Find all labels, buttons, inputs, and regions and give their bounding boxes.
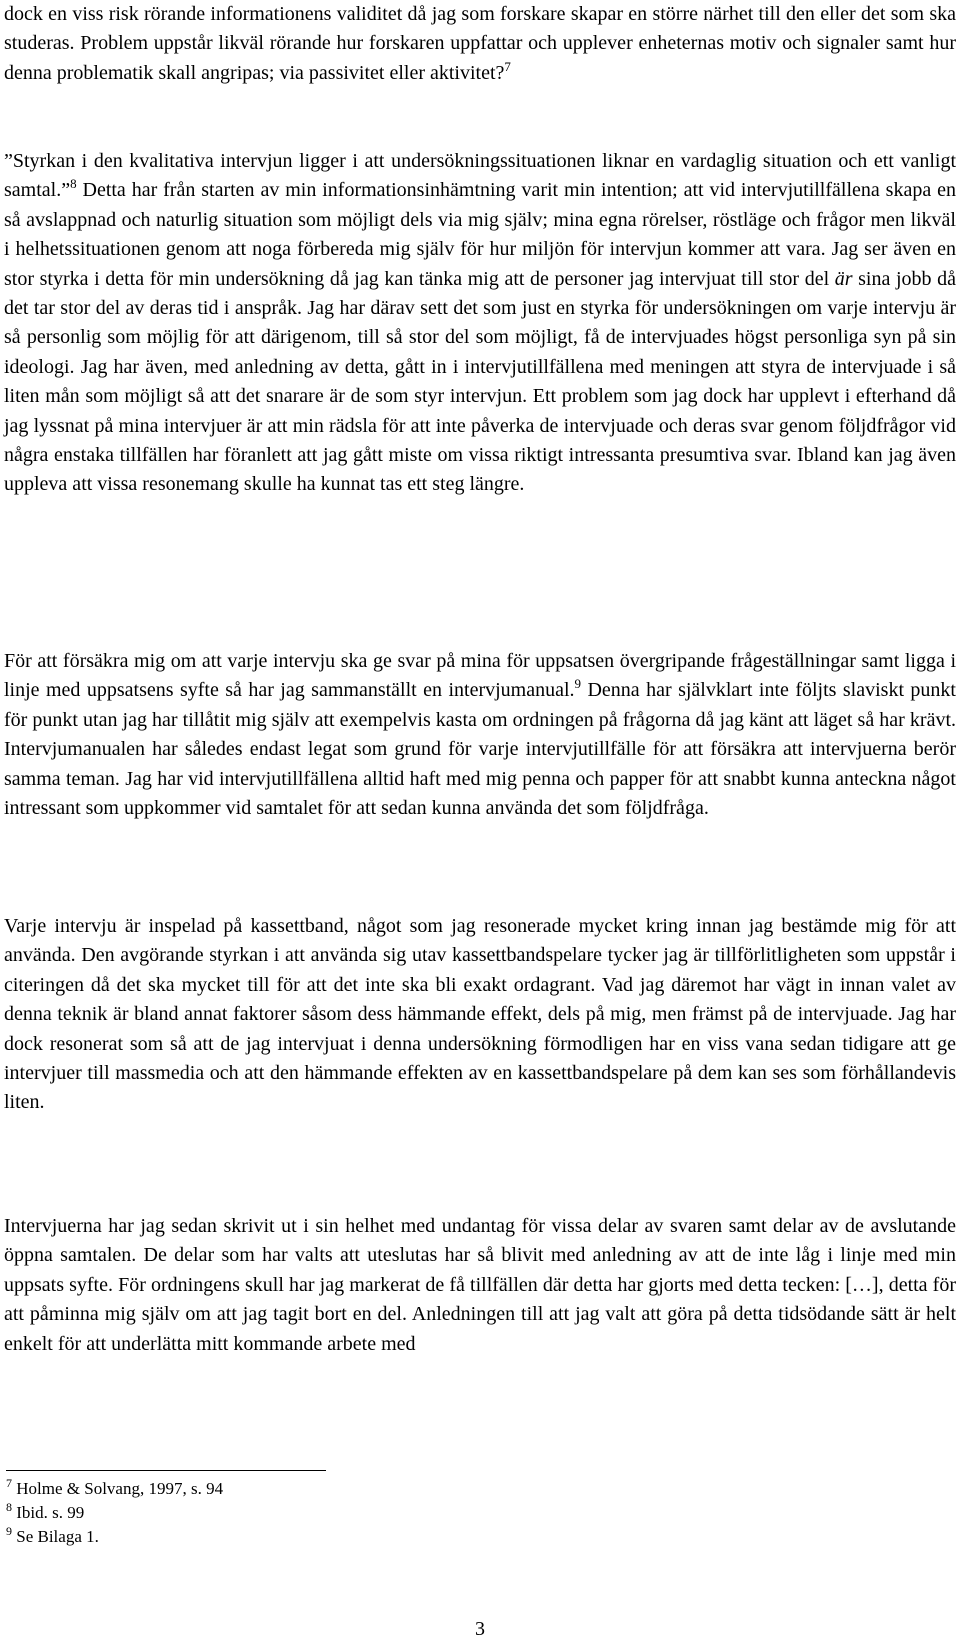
paragraph-3 [4, 647, 956, 823]
paragraph-1-text: dock en viss risk rörande informationens validitet då jag som forskare skapar en större närhet till den eller det som ska studeras. Problem uppstår likväl rörande hur forskaren uppfattar och upplever enheternas motiv och signaler samt hur denna problematik skall angripas; via passivitet eller aktivitet? [4, 3, 956, 84]
paragraph-5 [4, 1212, 956, 1359]
page-number: 3 [475, 1618, 485, 1640]
footnote-9-number: 9 [6, 1524, 12, 1538]
footnote-ref-8: 8 [70, 176, 77, 192]
paragraph-4 [4, 912, 956, 1118]
paragraph-5-text: Intervjuerna har jag sedan skrivit ut i sin helhet med undantag för vissa delar av svaren samt delar av de avslutande öppna samtalen. De delar som har valts att uteslutas har så blivit med anledning av att de inte låg i linje med min uppsats syfte. För ordningens skull har jag markerat de få tillfällen där detta har gjorts med detta tecken: […], detta för att påminna mig själv om att jag tagit bort en del. Anledningen till att jag valt att göra på detta tidsödande sätt är helt enkelt för att underlätta mitt kommande arbete med [4, 1215, 956, 1355]
footnote-8 [6, 1500, 85, 1523]
footnote-9 [6, 1524, 99, 1547]
footnote-ref-7: 7 [504, 58, 511, 74]
paragraph-2-text-a: Detta har från starten av min informationsinhämtning varit min intention; att vid intervjutillfällena skapa en så avslappnad och naturlig situation som möjligt dels via mig själv; mina egna rörelser, röstläge och frågor men likväl i helhetssituationen genom att noga förbereda mig själv för hur miljön för intervjun kommer att vara. Jag ser även en stor styrka i detta för min undersökning då jag kan tänka mig att de personer jag intervjuat till stor del [4, 179, 956, 290]
footnote-ref-9: 9 [574, 676, 582, 692]
paragraph-2-text-b: sina jobb då det tar stor del av deras tid i anspråk. Jag har därav sett det som just en styrka för undersökningen om varje intervju är så personlig som möjlig för att därigenom, till så stor del som möjligt, få de intervjuades högst personliga syn på sin ideologi. Jag har även, med anledning av detta, gått in i intervjutillfällena med meningen att styra de intervjuade i så liten mån som möjligt så att det snarare är de som styr intervjun. Ett problem som jag dock har upplevt i efterhand då jag lyssnat på mina intervjuer är att min rädsla för att inte påverka de intervjuade och deras svar genom följdfrågor vid några enstaka tillfällen har föranlett att jag gått miste om vissa riktigt intressanta presumtiva svar. Ibland kan jag även uppleva att vissa resonemang skulle ha kunnat tas ett steg längre. [4, 267, 956, 496]
paragraph-3-text-b: Denna har självklart inte följts slaviskt punkt för punkt utan jag har tillåtit mig själv att exempelvis kasta om ordningen på frågorna då jag känt att läget så har krävt. Intervjumanualen har således endast legat som grund för varje intervjutillfälle för att försäkra att intervjuerna berör samma teman. Jag har vid intervjutillfällena alltid haft med mig penna och papper för att snabbt kunna anteckna något intressant som uppkommer vid samtalet för att sedan kunna använda det som följdfråga. [4, 679, 956, 820]
footnote-8-text: Ibid. s. 99 [16, 1503, 85, 1522]
footnote-7-text: Holme & Solvang, 1997, s. 94 [16, 1479, 224, 1498]
footnote-7 [6, 1476, 224, 1499]
paragraph-1 [4, 0, 956, 88]
footnote-divider [6, 1470, 326, 1471]
block-quote: ”Styrkan i den kvalitativa intervjun ligger i att undersökningssituationen liknar en vardaglig situation och ett vanligt samtal.” [4, 150, 956, 202]
paragraph-4-text: Varje intervju är inspelad på kassettband, något som jag resonerade mycket kring innan jag bestämde mig för att använda. Den avgörande styrkan i att använda sig utav kassettbandspelare tycker jag är tillförlitligheten som uppstår i citeringen då det ska mycket till för att det inte ska bli exakt ordagrant. Vad jag däremot har vägt in innan valet av denna teknik är bland annat faktorer såsom dess hämmande effekt, dels på mig, men främst på de intervjuade. Jag har dock resonerat som så att de jag intervjuat i denna undersökning förmodligen har en viss vana sedan tidigare att ge intervjuer till massmedia och att den hämmande effekten av en kassettbandspelare på dem kan ses som förhållandevis liten. [4, 915, 956, 1114]
paragraph-2 [4, 147, 956, 500]
footnote-9-text: Se Bilaga 1. [16, 1527, 99, 1546]
footnote-7-number: 7 [6, 1476, 12, 1490]
emphasis-word: är [834, 267, 853, 290]
paragraph-3-text-a: För att försäkra mig om att varje intervju ska ge svar på mina för uppsatsen övergripande frågeställningar samt ligga i linje med uppsatsens syfte så har jag sammanställt en intervjumanual. [4, 650, 956, 702]
footnote-8-number: 8 [6, 1500, 12, 1514]
